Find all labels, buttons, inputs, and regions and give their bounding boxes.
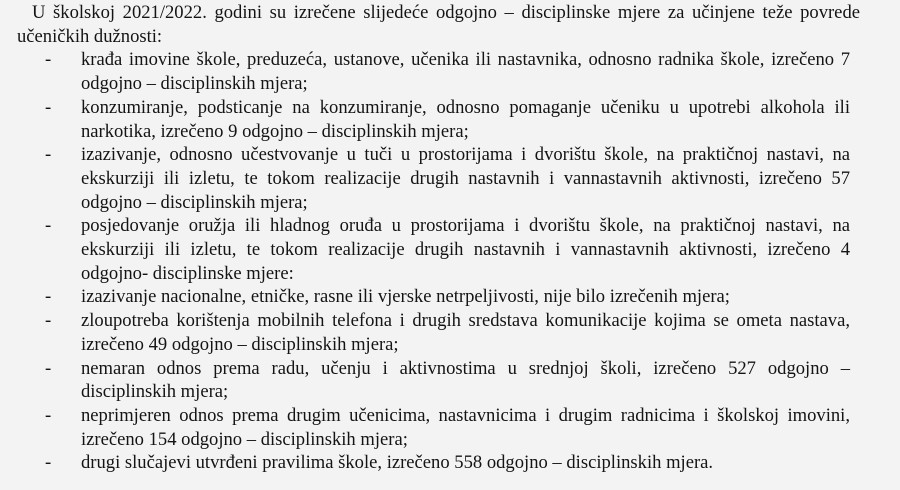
bullet-dash: - <box>45 357 52 379</box>
bullet-dash: - <box>45 215 52 237</box>
list-item <box>0 404 900 451</box>
list-item <box>0 214 900 285</box>
bullet-dash: - <box>45 49 52 71</box>
list-item <box>0 285 900 309</box>
list-item-text: zloupotreba korištenja mobilnih telefona i drugih sredstava komunikacije kojima se ometa nastava, izrečeno 49 odgojno – disciplinskih mjera; <box>81 310 850 355</box>
list-item-text: izazivanje, odnosno učestvovanje u tuči u prostorijama i dvorištu škole, na praktičnoj nastavi, na ekskurziji ili izletu, te tokom realizacije drugih nastavnih i vannastavnih aktivnosti, izrečeno 57 odgojno – disciplinskih mjera; <box>81 144 850 213</box>
list-item-text: izazivanje nacionalne, etničke, rasne ili vjerske netrpeljivosti, nije bilo izrečenih mjera; <box>81 286 730 308</box>
bullet-dash: - <box>45 310 52 332</box>
bullet-dash: - <box>45 452 52 474</box>
list-item-text: krađa imovine škole, preduzeća, ustanove, učenika ili nastavnika, odnosno radnika škole, izrečeno 7 odgojno – disciplinskih mjera; <box>81 49 850 95</box>
list-item-text: konzumiranje, podsticanje na konzumiranje, odnosno pomaganje učeniku u upotrebi alkohola ili narkotika, izrečeno 9 odgojno – disciplinskih mjera; <box>81 96 850 142</box>
bullet-dash: - <box>45 144 52 166</box>
list-item <box>0 357 900 404</box>
list-item <box>0 48 900 95</box>
bullet-dash: - <box>45 404 52 426</box>
list-item <box>0 451 900 475</box>
list-item-text: neprimjeren odnos prema drugim učenicima, nastavnicima i drugim radnicima i školskoj imovini, izrečeno 154 odgojno – disciplinskih mjera; <box>81 404 850 450</box>
list-item <box>0 309 900 356</box>
list-item-text: drugi slučajevi utvrđeni pravilima škole, izrečeno 558 odgojno – disciplinskih mjera. <box>81 452 714 474</box>
list-item-text: posjedovanje oružja ili hladnog oruđa u prostorijama i dvorištu škole, na praktičnoj nastavi, na ekskurziji ili izletu, te tokom realizacije drugih nastavnih i vannastavnih aktivnosti, izrečeno 4 odgojno- disciplinske mjere: <box>81 215 850 284</box>
list-item <box>0 96 900 143</box>
bullet-dash: - <box>45 96 52 118</box>
intro-paragraph: U školskoj 2021/2022. godini su izrečene slijedeće odgojno – disciplinske mjere za učinjene teže povrede učeničkih dužnosti: <box>17 2 860 47</box>
list-item <box>0 143 900 214</box>
list-item-text: nemaran odnos prema radu, učenju i aktivnostima u srednjoj školi, izrečeno 527 odgojno – disciplinskih mjera; <box>81 357 850 403</box>
bullet-dash: - <box>45 286 52 308</box>
disciplinary-measures-list <box>0 48 900 475</box>
